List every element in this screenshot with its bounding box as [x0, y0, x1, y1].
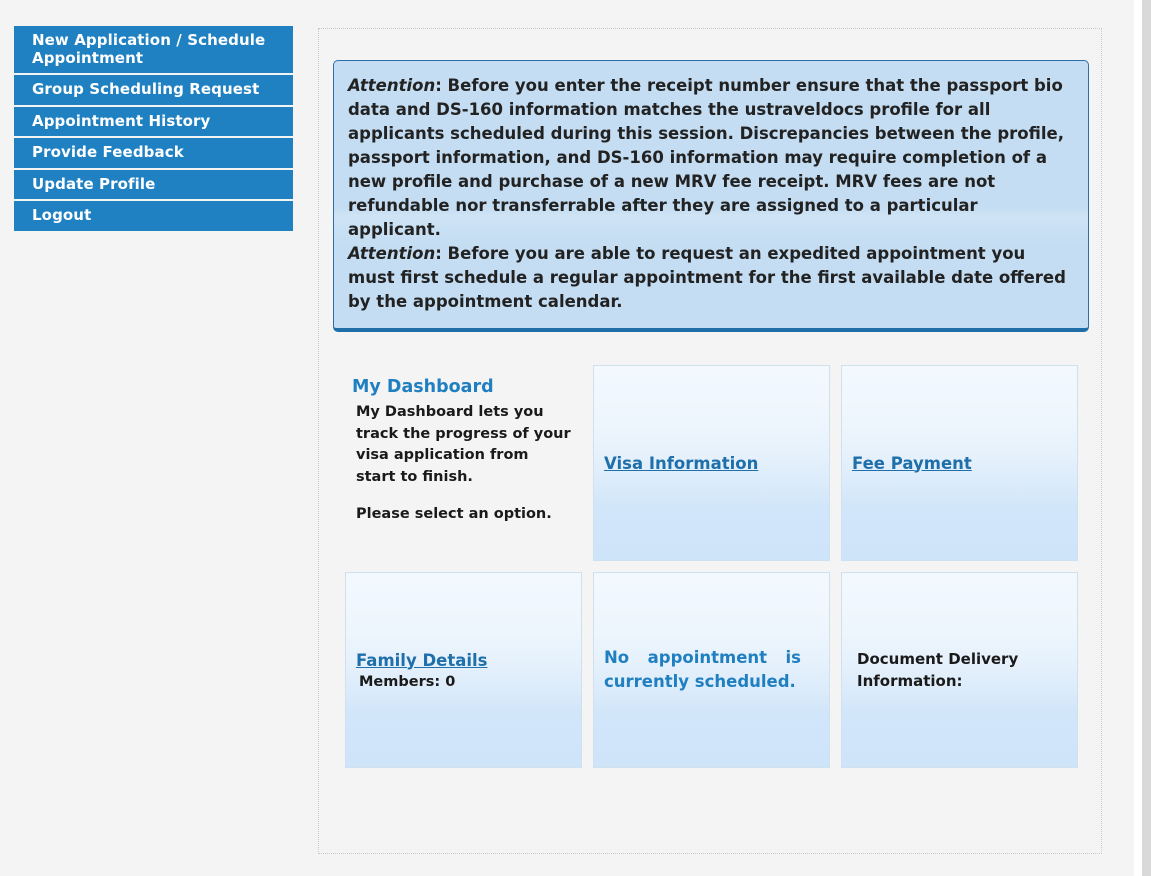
fee-payment-link[interactable]: Fee Payment [852, 453, 972, 473]
sidebar-item-appointment-history[interactable] [14, 107, 293, 139]
tile-appointment-status[interactable] [593, 572, 830, 768]
sidebar-item-label: New Application / Schedule Appointment [32, 31, 266, 67]
tile-visa-information[interactable] [593, 365, 830, 561]
sidebar-item-group-scheduling-request[interactable] [14, 75, 293, 107]
attention-text: : Before you enter the receipt number ensure that the passport bio data and DS-160 information matches the ustraveldocs profile for all applicants scheduled during this session. Discrepancies between the profile, passport information, and DS-160 information may require completion of a new profile and purchase of a new MRV fee receipt. MRV fees are not refundable nor transferrable after they are assigned to a particular applicant. [348, 76, 1064, 239]
tile-content [346, 651, 581, 690]
sidebar-navigation [14, 26, 293, 231]
family-details-link[interactable]: Family Details [356, 650, 488, 670]
dashboard-intro [345, 365, 582, 561]
visa-information-link[interactable]: Visa Information [604, 453, 759, 473]
dashboard-description: My Dashboard lets you track the progress of your visa application from start to finish. [356, 404, 571, 485]
sidebar-item-logout[interactable] [14, 201, 293, 231]
tile-document-delivery[interactable] [841, 572, 1078, 768]
tile-fee-payment[interactable] [841, 365, 1078, 561]
tile-content [594, 646, 829, 694]
sidebar-item-new-application-schedule-appointment[interactable] [14, 26, 293, 75]
sidebar-item-label: Group Scheduling Request [32, 80, 260, 98]
sidebar-item-label: Appointment History [32, 111, 211, 130]
sidebar-item-label: Logout [32, 206, 92, 224]
dashboard-row-2 [345, 572, 1079, 768]
sidebar-item-label: Provide Feedback [32, 143, 184, 161]
tile-content [594, 454, 829, 473]
dashboard-grid [345, 365, 1079, 779]
page-title: My Dashboard [352, 377, 494, 397]
tile-content [842, 454, 1077, 473]
scrollbar-track[interactable] [1142, 0, 1151, 876]
document-delivery-label: Document Delivery Information: [857, 650, 1019, 690]
sidebar-item-label: Update Profile [32, 174, 156, 193]
sidebar-item-update-profile[interactable] [14, 170, 293, 202]
attention-paragraph-2 [348, 242, 1072, 314]
tile-content [842, 648, 1077, 692]
attention-label: Attention [348, 76, 436, 95]
sidebar-item-provide-feedback[interactable] [14, 138, 293, 170]
dashboard-prompt: Please select an option. [356, 506, 552, 522]
main-content-panel [318, 28, 1102, 854]
tile-family-details[interactable] [345, 572, 582, 768]
appointment-status-text: No appointment is currently scheduled. [604, 648, 801, 691]
page-scrollbar[interactable] [1134, 0, 1151, 876]
attention-text: : Before you are able to request an expedited appointment you must first schedule a regular appointment for the first available date offered by the appointment calendar. [348, 244, 1066, 311]
family-members-count: Members: 0 [359, 673, 456, 690]
dashboard-row-1 [345, 365, 1079, 561]
attention-label: Attention [348, 244, 436, 263]
attention-paragraph-1 [348, 74, 1072, 242]
attention-notice [333, 60, 1089, 332]
